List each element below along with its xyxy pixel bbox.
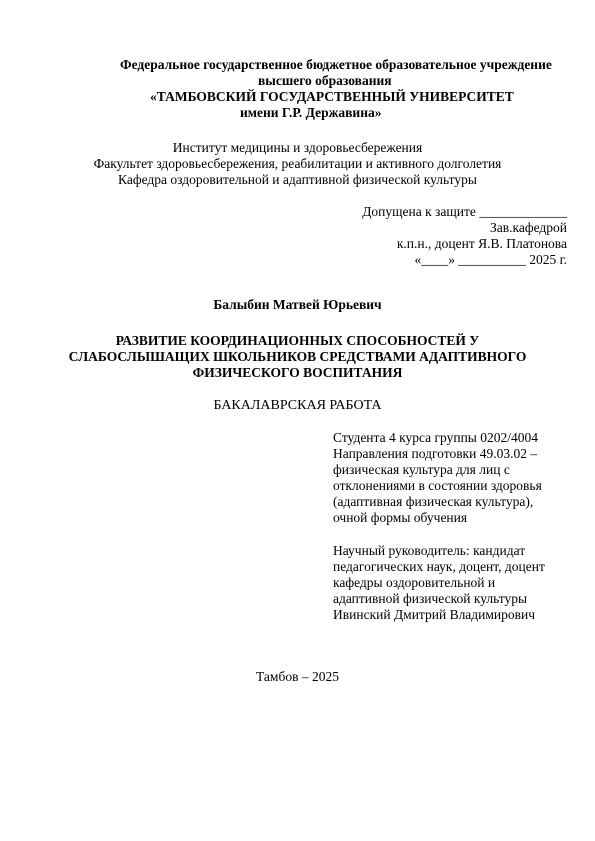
supervisor-name: Ивинский Дмитрий Владимирович — [333, 607, 536, 622]
supervisor-department: кафедры оздоровительной и — [333, 575, 496, 590]
study-direction-line-3: отклонениями в состоянии здоровья — [333, 478, 542, 493]
university-name-line-2: имени Г.Р. Державина» — [240, 105, 382, 120]
study-form: очной формы обучения — [333, 510, 468, 525]
city-year: Тамбов – 2025 — [256, 669, 339, 684]
institute-name: Институт медицины и здоровьесбережения — [172, 140, 423, 155]
thesis-title-line-3: ФИЗИЧЕСКОГО ВОСПИТАНИЯ — [192, 365, 403, 380]
study-direction-line-2: физическая культура для лиц с — [333, 462, 510, 477]
org-name-line-1: Федеральное государственное бюджетное образовательное учреждение — [120, 57, 552, 72]
faculty-name: Факультет здоровьесбережения, реабилитации и активного долголетия — [93, 156, 502, 171]
study-direction-line-4: (адаптивная физическая культура), — [333, 494, 534, 509]
supervisor-degree: педагогических наук, доцент, доцент — [333, 559, 545, 574]
supervisor-block — [333, 543, 573, 623]
approval-block — [362, 204, 567, 268]
work-type: БАКАЛАВРСКАЯ РАБОТА — [213, 398, 382, 413]
approval-signatory: к.п.н., доцент Я.В. Платонова — [396, 236, 567, 251]
study-direction: Направления подготовки 49.03.02 – — [333, 446, 538, 461]
department-name: Кафедра оздоровительной и адаптивной физической культуры — [118, 172, 477, 187]
university-name-line-1: «ТАМБОВСКИЙ ГОСУДАРСТВЕННЫЙ УНИВЕРСИТЕТ — [150, 89, 514, 104]
approval-head-of-department: Зав.кафедрой — [489, 220, 567, 235]
thesis-title-line-2: СЛАБОСЛЫШАЩИХ ШКОЛЬНИКОВ СРЕДСТВАМИ АДАПТИВНОГО — [68, 349, 527, 364]
supervisor-label: Научный руководитель: кандидат — [333, 543, 526, 558]
thesis-title-line-1: РАЗВИТИЕ КООРДИНАЦИОННЫХ СПОСОБНОСТЕЙ У — [115, 333, 480, 348]
student-info-block — [333, 430, 573, 526]
thesis-title — [0, 333, 595, 381]
supervisor-department-line-2: адаптивной физической культуры — [333, 591, 528, 606]
student-group: Студента 4 курса группы 0202/4004 — [333, 430, 538, 445]
author-name: Балыбин Матвей Юрьевич — [213, 297, 382, 312]
approval-date: «____» __________ 2025 г. — [414, 252, 567, 267]
institute-block — [0, 140, 595, 188]
org-name-line-2: высшего образования — [258, 73, 392, 88]
approval-admitted: Допущена к защите _____________ — [362, 204, 567, 219]
organization-header — [0, 57, 595, 121]
